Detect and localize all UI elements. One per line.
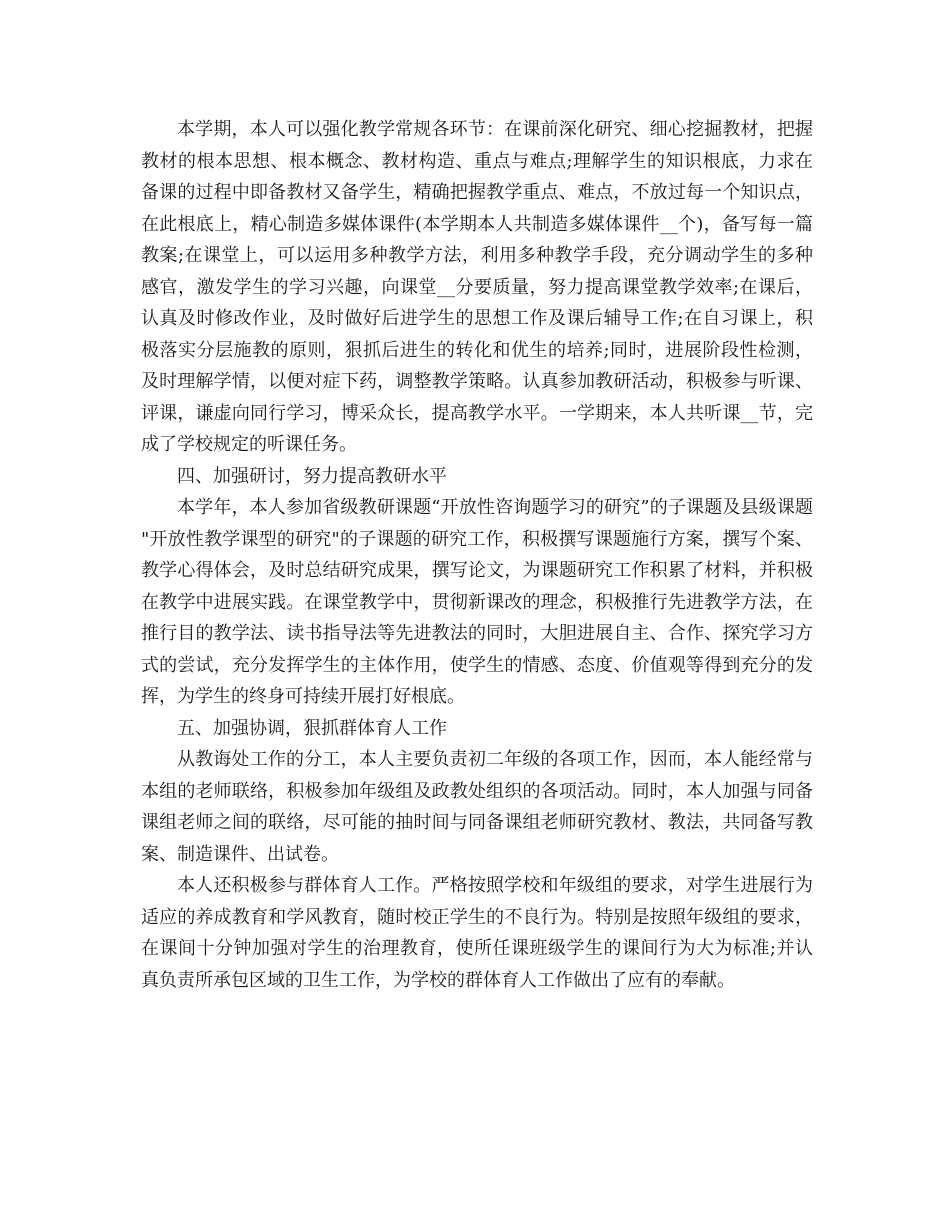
paragraph-coordination: 从教诲处工作的分工，本人主要负责初二年级的各项工作，因而，本人能经常与本组的老师联络，积极参加年级组及政教处组织的各项活动。同时，本人加强与同备课组老师之间的联络，尽可能的抽时间与同备课组老师研究教材、教法，共同备写教案、制造课件、出试卷。 [141,749,813,865]
document-body [141,114,813,996]
paragraph-teaching-routine: 本学期，本人可以强化教学常规各环节：在课前深化研究、细心挖掘教材，把握教材的根本思想、根本概念、教材构造、重点与难点;理解学生的知识根底，力求在备课的过程中即备教材又备学生，精确把握教学重点、难点，不放过每一个知识点，在此根底上，精心制造多媒体课件(本学期本人共制造多媒体课件__个)，备写每一篇教案;在课堂上，可以运用多种教学方法，利用多种教学手段，充分调动学生的多种感官，激发学生的学习兴趣，向课堂__分要质量，努力提高课堂教学效率;在课后，认真及时修改作业，及时做好后进学生的思想工作及课后辅导工作;在自习课上，积极落实分层施教的原则，狠抓后进生的转化和优生的培养;同时，进展阶段性检测，及时理解学情，以便对症下药，调整教学策略。认真参加教研活动，积极参与听课、评课，谦虚向同行学习，博采众长，提高教学水平。一学期来，本人共听课__节，完成了学校规定的听课任务。 [141,119,813,455]
section-heading-research: 四、加强研讨，努力提高教研水平 [177,465,447,487]
paragraph-research: 本学年，本人参加省级教研课题“开放性咨询题学习的研究”的子课题及县级课题"开放性教学课型的研究"的子课题的研究工作，积极撰写课题施行方案，撰写个案、教学心得体会，及时总结研究成果，撰写论文，为课题研究工作积累了材料，并积极在教学中进展实践。在课堂教学中，贯彻新课改的理念，积极推行先进教学方法，在推行目的教学法、读书指导法等先进教法的同时，大胆进展自主、合作、探究学习方式的尝试，充分发挥学生的主体作用，使学生的情感、态度、价值观等得到充分的发挥，为学生的终身可持续开展打好根底。 [141,497,813,707]
paragraph-group-education: 本人还积极参与群体育人工作。严格按照学校和年级组的要求，对学生进展行为适应的养成教育和学风教育，随时校正学生的不良行为。特别是按照年级组的要求，在课间十分钟加强对学生的治理教育，使所任课班级学生的课间行为大为标准;并认真负责所承包区域的卫生工作，为学校的群体育人工作做出了应有的奉献。 [141,875,813,991]
section-heading-coordination: 五、加强协调，狠抓群体育人工作 [177,717,447,739]
